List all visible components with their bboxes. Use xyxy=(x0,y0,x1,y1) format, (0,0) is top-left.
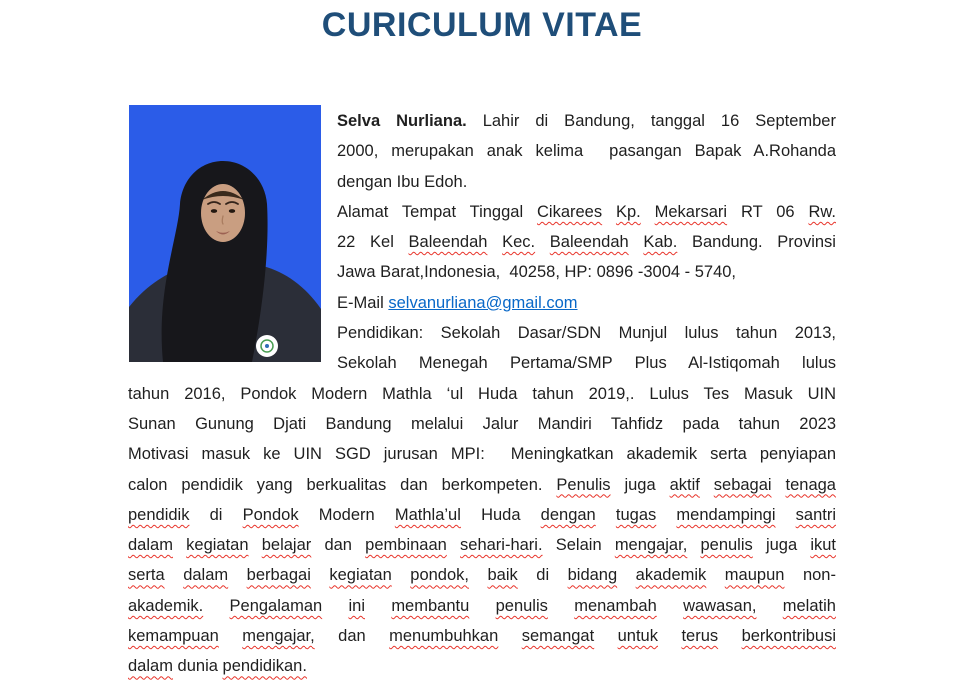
misspelled-word: Penulis xyxy=(556,475,611,494)
misspelled-word: dengan xyxy=(540,505,596,524)
text-line xyxy=(337,136,836,166)
text-segment: RT 06 xyxy=(740,202,795,221)
text-segment: Jawa Barat,Indonesia, 40258, HP: 0896 -3004 - 5740, xyxy=(337,263,737,282)
text-line xyxy=(128,651,836,681)
misspelled-word: melatih xyxy=(782,596,836,615)
misspelled-word: Mekarsari xyxy=(654,202,728,221)
misspelled-word: akademik xyxy=(635,566,707,585)
misspelled-word: dalam xyxy=(128,657,173,676)
text-line xyxy=(128,470,836,500)
text-line xyxy=(337,197,836,227)
misspelled-word: membantu xyxy=(391,596,470,615)
text-segment: Lahir di Bandung, tanggal 16 September xyxy=(482,112,836,130)
misspelled-word: sehari-hari. xyxy=(460,536,543,555)
misspelled-word: mengajar, xyxy=(614,536,688,555)
text-line xyxy=(337,106,836,136)
misspelled-word: pendidikan. xyxy=(222,657,307,676)
misspelled-word: ikut xyxy=(810,536,836,555)
misspelled-word: pendidik xyxy=(128,505,190,524)
profile-photo-illustration xyxy=(129,105,321,362)
text-line xyxy=(128,560,836,590)
text-segment: Pendidikan: Sekolah Dasar/SDN Munjul lulus tahun 2013, xyxy=(337,324,836,343)
misspelled-word: belajar xyxy=(261,536,312,555)
text-line xyxy=(128,379,836,409)
misspelled-word: kemampuan xyxy=(128,627,219,646)
badge-emblem-dot xyxy=(265,344,269,348)
text-segment: Bandung. Provinsi xyxy=(691,233,836,252)
text-segment: Selva Nurliana. xyxy=(337,112,467,130)
text-line xyxy=(128,591,836,621)
text-segment: dengan Ibu Edoh. xyxy=(337,172,468,191)
misspelled-word: mengajar, xyxy=(242,627,315,646)
misspelled-word: Kab. xyxy=(643,233,678,252)
text-segment: Motivasi masuk ke UIN SGD jurusan MPI: Meningkatkan akademik serta penyiapan xyxy=(128,445,836,464)
text-line xyxy=(337,167,836,197)
misspelled-word: Pondok xyxy=(242,505,299,524)
text-segment: dan xyxy=(324,536,352,555)
text-line xyxy=(337,318,836,348)
misspelled-word: terus xyxy=(681,627,719,646)
text-segment: tahun 2016, Pondok Modern Mathla ‘ul Huda tahun 2019,. Lulus Tes Masuk UIN xyxy=(128,384,836,403)
text-segment: non- xyxy=(802,566,836,585)
text-segment: Modern xyxy=(318,505,375,524)
text-line xyxy=(337,227,836,257)
text-line xyxy=(128,621,836,651)
misspelled-word: serta xyxy=(128,566,165,585)
text-line xyxy=(337,288,836,318)
misspelled-word: Pengalaman xyxy=(229,596,323,615)
page-title: CURICULUM VITAE xyxy=(321,6,643,44)
text-line xyxy=(128,439,836,469)
misspelled-word: Rw. xyxy=(808,202,836,221)
misspelled-word: Baleendah xyxy=(408,233,488,252)
text-segment: Selain xyxy=(555,536,602,555)
text-line xyxy=(337,257,836,287)
misspelled-word: semangat xyxy=(521,627,595,646)
misspelled-word: Kp. xyxy=(615,202,641,221)
misspelled-word: tugas xyxy=(615,505,657,524)
text-line xyxy=(128,409,836,439)
profile-photo xyxy=(129,105,321,362)
text-segment: E-Mail xyxy=(337,293,384,312)
misspelled-word: pondok, xyxy=(410,566,469,585)
misspelled-word: untuk xyxy=(617,627,658,646)
text-line xyxy=(128,500,836,530)
misspelled-word: penulis xyxy=(495,596,548,615)
misspelled-word: akademik. xyxy=(128,596,204,615)
misspelled-word: dalam xyxy=(128,536,173,555)
misspelled-word: Kec. xyxy=(502,233,536,252)
text-segment: Alamat Tempat Tinggal xyxy=(337,202,524,221)
misspelled-word: baik xyxy=(487,566,518,585)
text-segment: di xyxy=(209,505,223,524)
text-segment: juga xyxy=(765,536,798,555)
misspelled-word: kegiatan xyxy=(329,566,392,585)
email-link[interactable]: selvanurliana@gmail.com xyxy=(388,293,578,312)
right-eye xyxy=(229,209,235,213)
misspelled-word: mendampingi xyxy=(676,505,776,524)
text-segment: di xyxy=(536,566,550,585)
text-segment: dan xyxy=(338,627,366,646)
misspelled-word: berkontribusi xyxy=(741,627,836,646)
misspelled-word: sebagai xyxy=(713,475,772,494)
misspelled-word: kegiatan xyxy=(186,536,249,555)
text-segment: Sekolah Menegah Pertama/SMP Plus Al-Istiqomah lulus xyxy=(337,354,836,373)
text-segment: Sunan Gunung Djati Bandung melalui Jalur Mandiri Tahfidz pada tahun 2023 xyxy=(128,414,836,433)
text-line xyxy=(337,348,836,378)
text-segment: juga xyxy=(624,475,656,494)
text-segment: 22 Kel xyxy=(337,233,394,252)
misspelled-word: penulis xyxy=(700,536,753,555)
misspelled-word: santri xyxy=(795,505,836,524)
text-segment: dunia xyxy=(177,657,218,676)
left-eye xyxy=(211,209,217,213)
misspelled-word: pembinaan xyxy=(365,536,447,555)
misspelled-word: menumbuhkan xyxy=(389,627,499,646)
misspelled-word: berbagai xyxy=(246,566,311,585)
text-line xyxy=(128,530,836,560)
nose xyxy=(222,216,223,224)
misspelled-word: dalam xyxy=(183,566,229,585)
misspelled-word: menambah xyxy=(574,596,657,615)
misspelled-word: Cikarees xyxy=(537,202,603,221)
misspelled-word: ini xyxy=(348,596,365,615)
misspelled-word: tenaga xyxy=(785,475,836,494)
misspelled-word: bidang xyxy=(567,566,618,585)
text-segment: calon pendidik yang berkualitas dan berkompeten. xyxy=(128,475,543,494)
text-segment: 2000, merupakan anak kelima pasangan Bapak A.Rohanda xyxy=(337,142,836,161)
text-segment: Huda xyxy=(481,505,521,524)
misspelled-word: aktif xyxy=(669,475,700,494)
cv-content xyxy=(128,106,836,682)
misspelled-word: wawasan, xyxy=(683,596,757,615)
misspelled-word: maupun xyxy=(724,566,785,585)
misspelled-word: Baleendah xyxy=(549,233,629,252)
misspelled-word: Mathla’ul xyxy=(394,505,461,524)
